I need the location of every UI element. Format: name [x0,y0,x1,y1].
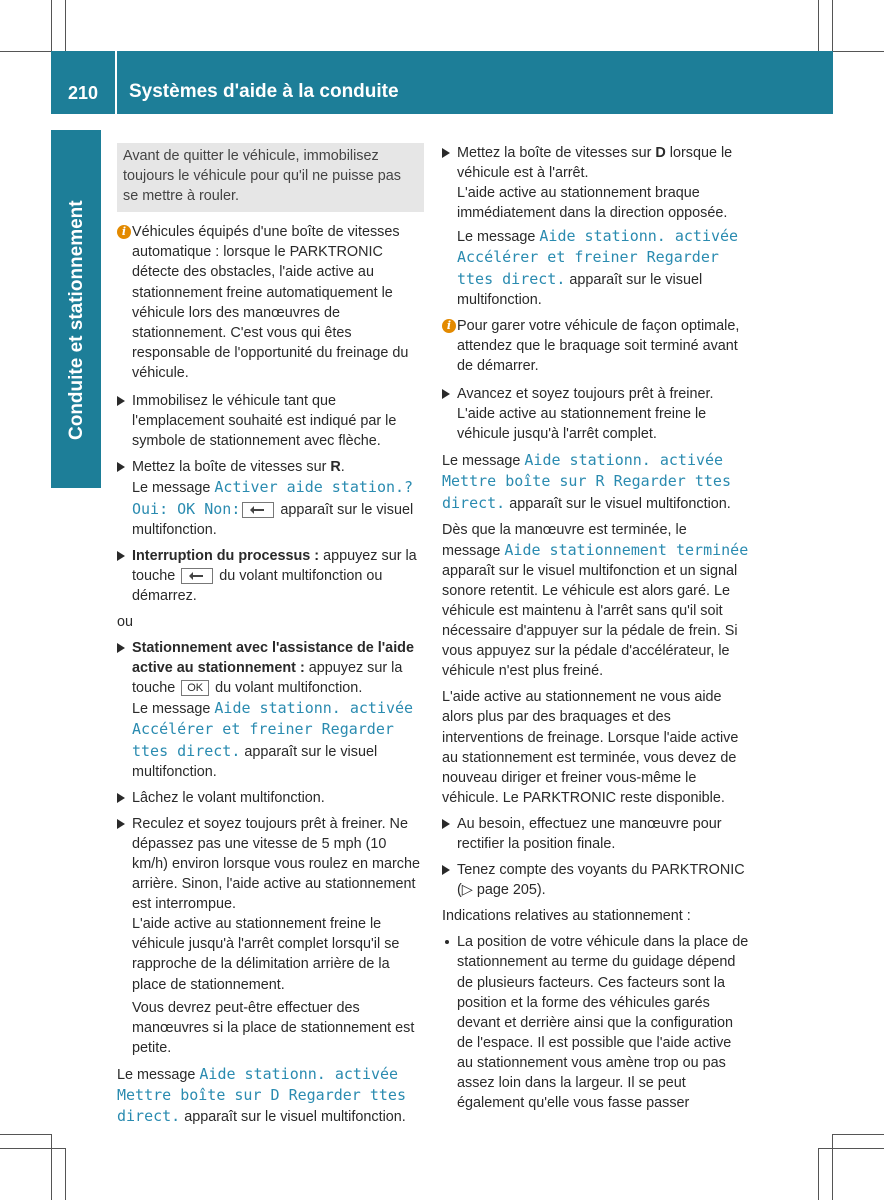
step-arrow-icon [442,865,450,875]
display-message: Aide stationn. activée Mettre boîte sur D Regarder ttes direct. [117,1064,406,1126]
crop-mark [833,51,884,52]
step-note: Vous devrez peut-être effectuer des manœuvres si la place de stationnement est petite. [132,999,415,1056]
step-item: Interruption du processus : appuyez sur la touche du volant multifonction ou démarrez. [117,546,424,606]
left-column [117,143,424,1133]
chapter-tab-label: Conduite et stationnement [66,200,87,440]
crop-mark [818,1148,819,1200]
step-item: Immobilisez le véhicule tant que l'emplacement souhaité est indiqué par le symbole de stationnement avec flèche. [117,391,424,451]
display-message: Activer aide station.? Oui: OK Non: [132,478,414,518]
step-item: Mettez la boîte de vitesses sur R. Le message Activer aide station.? Oui: OK Non: apparaît sur le visuel multifonction. [117,457,424,539]
crop-mark [0,1148,65,1149]
step-item: Reculez et soyez toujours prêt à freiner. Ne dépassez pas une vitesse de 5 mph (10 km/h) environ lorsque vous roulez en marche arrière. Sinon, l'aide active au stationnement est interrompue. L'aide active au stationnement freine le véhicule jusqu'à l'arrêt complet lorsqu'il se rapproche de la délimitation arrière de la place de stationnement. Vous devrez peut-être effectuer des manœuvres si la place de stationnement est petite. [117,814,424,1058]
crop-mark [818,1148,884,1149]
step-arrow-icon [117,462,125,472]
info-icon: i [442,319,456,333]
step-arrow-icon [117,643,125,653]
final-message: Le message Aide stationn. activée Mettre boîte sur D Regarder ttes direct. apparaît sur le visuel multifonction. [117,1064,406,1126]
warning-box: Avant de quitter le véhicule, immobilisez toujours le véhicule pour qu'il ne puisse pas se mettre à rouler. [117,143,424,212]
crop-mark [51,0,52,51]
step-arrow-icon [117,551,125,561]
step-item: Stationnement avec l'assistance de l'aide active au stationnement : appuyez sur la touche OK du volant multifonction. Le message Aide stationn. activée Accélérer et freiner Regarder ttes direct. apparaît sur le visuel multifonction. [117,638,424,782]
crop-mark [832,1134,833,1200]
step-arrow-icon [442,819,450,829]
page-header [51,51,833,114]
paragraph: Indications relatives au stationnement : [442,908,691,925]
paragraph: Dès que la manœuvre est terminée, le message Aide stationnement terminée apparaît sur le visuel multifonction et un signal sonore retentit. Le véhicule est alors garé. Le véhicule est maintenu à l'arrêt sans qu'il soit nécessaire d'appuyer sur la pédale de frein. Si vous appuyez sur la pédale d'accélérateur, le véhicule n'est plus freiné. [442,521,749,680]
step-item: Mettez la boîte de vitesses sur D lorsque le véhicule est à l'arrêt. L'aide active au stationnement braque immédiatement dans la direction opposée. Le message Aide stationn. activée Accélérer et freiner Regarder ttes direct. apparaît sur le visuel multifonction. [442,143,749,310]
paragraph: Le message Aide stationn. activée Mettre boîte sur R Regarder ttes direct. apparaît sur le visuel multifonction. [442,451,731,512]
page-title: Systèmes d'aide à la conduite [129,81,399,102]
step-item: Au besoin, effectuez une manœuvre pour rectifier la position finale. [442,814,749,854]
paragraph: L'aide active au stationnement ne vous aide alors plus par des braquages et des interventions de freinage. Lorsque l'aide active au stationnement est terminée, vous devez de nouveau diriger et freiner vous-même le véhicule. Le PARKTRONIC reste disponible. [442,689,739,806]
back-key-icon [242,502,274,518]
display-message: Aide stationn. activée Mettre boîte sur R Regarder ttes direct. [442,451,731,512]
step-arrow-icon [117,793,125,803]
step-arrow-icon [442,148,450,158]
crop-mark [833,1134,884,1135]
step-arrow-icon [117,396,125,406]
crop-mark [65,0,66,51]
ok-key-icon: OK [181,680,209,696]
step-item: Tenez compte des voyants du PARKTRONIC (▷ page 205). [442,860,749,900]
crop-mark [832,0,833,51]
crop-mark [818,0,819,51]
bullet-item: La position de votre véhicule dans la place de stationnement au terme du guidage dépend de plusieurs facteurs. Ces facteurs sont la position et la forme des véhicules garés devant et derrière ainsi que la configuration de l'espace. Il est possible que l'aide active au stationnement vous amène trop ou pas assez loin dans la largeur. Il se peut également qu'elle vous fasse passer [442,932,749,1113]
step-arrow-icon [117,819,125,829]
display-message: Aide stationnement terminée [504,540,749,559]
display-message: Aide stationn. activée Accélérer et freiner Regarder ttes direct. [132,699,414,760]
crop-mark [0,1134,51,1135]
info-icon: i [117,225,131,239]
right-column [442,143,749,1119]
step-message: Le message Aide stationn. activée Accélérer et freiner Regarder ttes direct. apparaît sur le visuel multifonction. [457,227,739,308]
crop-mark [51,1134,52,1200]
header-divider [115,51,117,114]
crop-mark [0,51,51,52]
bullet-dot [445,940,449,944]
back-key-icon [181,568,213,584]
step-item: Avancez et soyez toujours prêt à freiner. L'aide active au stationnement freine le véhicule jusqu'à l'arrêt complet. [442,384,749,444]
or-text: ou [117,613,134,630]
page-number: 210 [67,83,99,103]
step-item: Lâchez le volant multifonction. [117,788,424,808]
crop-mark [65,1148,66,1200]
display-message: Aide stationn. activée Accélérer et freiner Regarder ttes direct. [457,227,739,288]
info-note: i Pour garer votre véhicule de façon optimale, attendez que le braquage soit terminé avant de démarrer. [442,316,749,376]
info-note: i Véhicules équipés d'une boîte de vitesses automatique : lorsque le PARKTRONIC détecte des obstacles, l'aide active au stationnement freine automatiquement le véhicule lors des manœuvres de stationnement. C'est vous qui êtes responsable de l'opportunité du freinage du véhicule. [117,222,424,383]
step-arrow-icon [442,389,450,399]
